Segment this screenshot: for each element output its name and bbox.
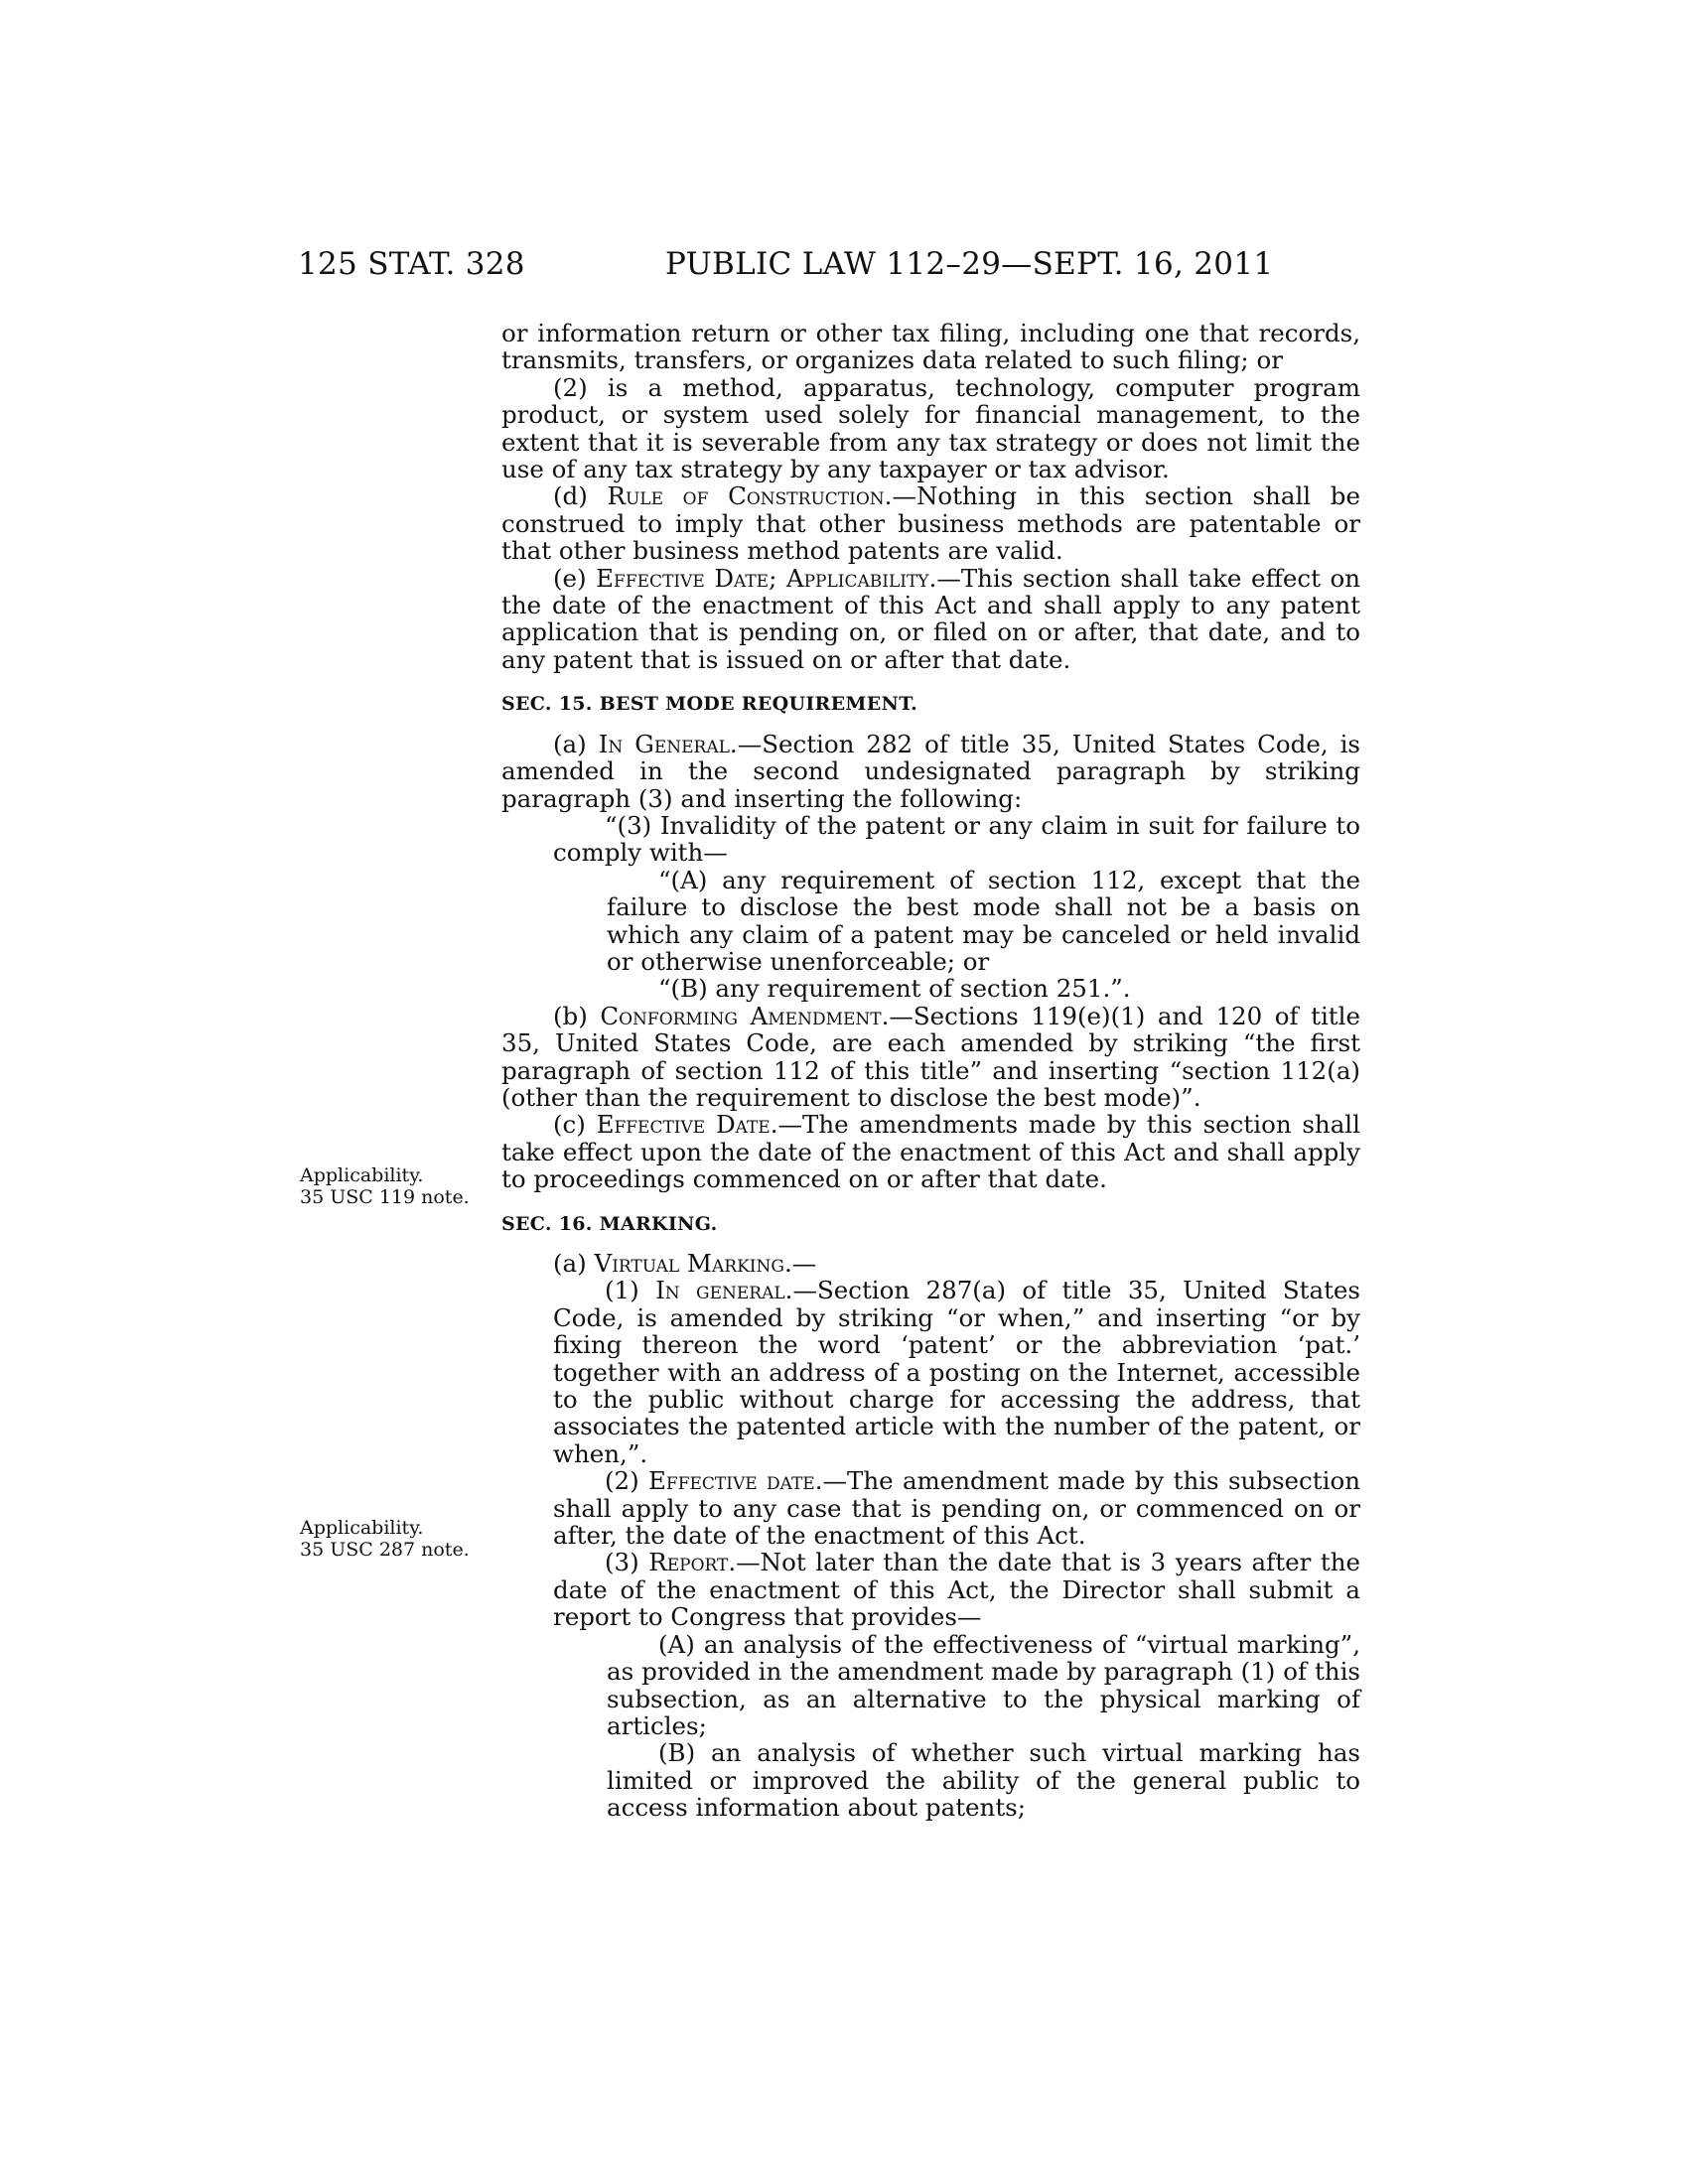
subsection-heading: In General. [598,729,738,758]
margin-note [300,1517,489,1561]
margin-note-citation: 35 USC 287 note. [300,1539,470,1561]
subsection-heading: Conforming Amendment. [600,1001,890,1030]
subsection-heading: Effective Date. [596,1110,778,1140]
subsection-a: (a) Virtual Marking.— [553,1249,817,1278]
section-heading-15: SEC. 15. BEST MODE REQUIREMENT. [501,693,918,716]
paragraph-heading: Report. [648,1548,737,1577]
running-header [298,246,1360,286]
quoted-subparagraph-a: “(A) any requirement of section 112, except that the failure to disclose the best mode shall not be a basis on which any claim of a patent may be canceled or held invalid or otherwise unenforceable; or [607,865,1360,976]
paragraph-heading: Effective date. [648,1466,823,1496]
paragraph-heading: In general. [655,1276,793,1305]
margin-note-label: Applicability. [300,1517,424,1539]
subsection-heading: Rule of Construction. [607,481,893,511]
paragraph-2: (2) is a method, apparatus, technology, computer program product, or system used solely for financial management, to the extent that it is severable from any tax strategy or does not limit the use of any tax strategy by any taxpayer or tax advisor. [501,372,1360,484]
subsection-heading: Virtual Marking. [594,1249,792,1278]
public-law-title: PUBLIC LAW 112–29—SEPT. 16, 2011 [665,246,1274,282]
subsection-b: (b) Conforming Amendment.—Sections 119(e)(1) and 120 of title 35, United States Code, are each amended by striking “the first paragraph of section 112 of this title” and inserting “section 112(a) (other than the requirement to disclose the best mode)”. [501,1001,1360,1112]
section-heading-16: SEC. 16. MARKING. [501,1212,718,1235]
subsection-a: (a) In General.—Section 282 of title 35, United States Code, is amended in the second undesignated paragraph by striking paragraph (3) and inserting the following: [501,729,1361,813]
report-item-a: (A) an analysis of the effectiveness of “virtual marking”, as provided in the amendment made by paragraph (1) of this subsection, as an alternative to the physical marking of articles; [607,1629,1360,1740]
paragraph-2: (2) Effective date.—The amendment made by this subsection shall apply to any case that is pending on, or commenced on or after, the date of the enactment of this Act. [553,1466,1360,1551]
subsection-c: (c) Effective Date.—The amendments made by this section shall take effect upon the date of the enactment of this Act and shall apply to proceedings commenced on or after that date. [501,1110,1360,1194]
margin-note-citation: 35 USC 119 note. [300,1186,470,1208]
paragraph-1: (1) In general.—Section 287(a) of title 35, United States Code, is amended by striking “or when,” and inserting “or by fixing thereon the word ‘patent’ or the abbreviation ‘pat.’ together with an address of a posting on the Internet, accessible to the public without charge for accessing the address, that associates the patented article with the number of the patent, or when,”. [553,1276,1360,1468]
quoted-subparagraph-b: “(B) any requirement of section 251.”. [658,974,1131,1004]
document-body [501,320,1360,1822]
paragraph-continued: or information return or other tax filing, including one that records, transmits, transfers, or organizes data related to such filing; or [501,319,1360,375]
quoted-paragraph-3: “(3) Invalidity of the patent or any claim in suit for failure to comply with— [553,810,1360,868]
margin-note [300,1164,489,1208]
paragraph-3: (3) Report.—Not later than the date that is 3 years after the date of the enactment of this Act, the Director shall submit a report to Congress that provides— [553,1548,1360,1632]
statute-page-number: 125 STAT. 328 [298,246,525,282]
report-item-b: (B) an analysis of whether such virtual marking has limited or improved the ability of the general public to access information about patents; [607,1738,1360,1823]
subsection-d: (d) Rule of Construction.—Nothing in this section shall be construed to imply that other business methods are patentable or that other business method patents are valid. [501,481,1360,566]
subsection-e: (e) Effective Date; Applicability.—This section shall take effect on the date of the enactment of this Act and shall apply to any patent application that is pending on, or filed on or after, that date, and to any patent that is issued on or after that date. [501,563,1361,674]
subsection-heading: Effective Date; Applicability. [596,563,937,593]
margin-note-label: Applicability. [300,1164,424,1186]
